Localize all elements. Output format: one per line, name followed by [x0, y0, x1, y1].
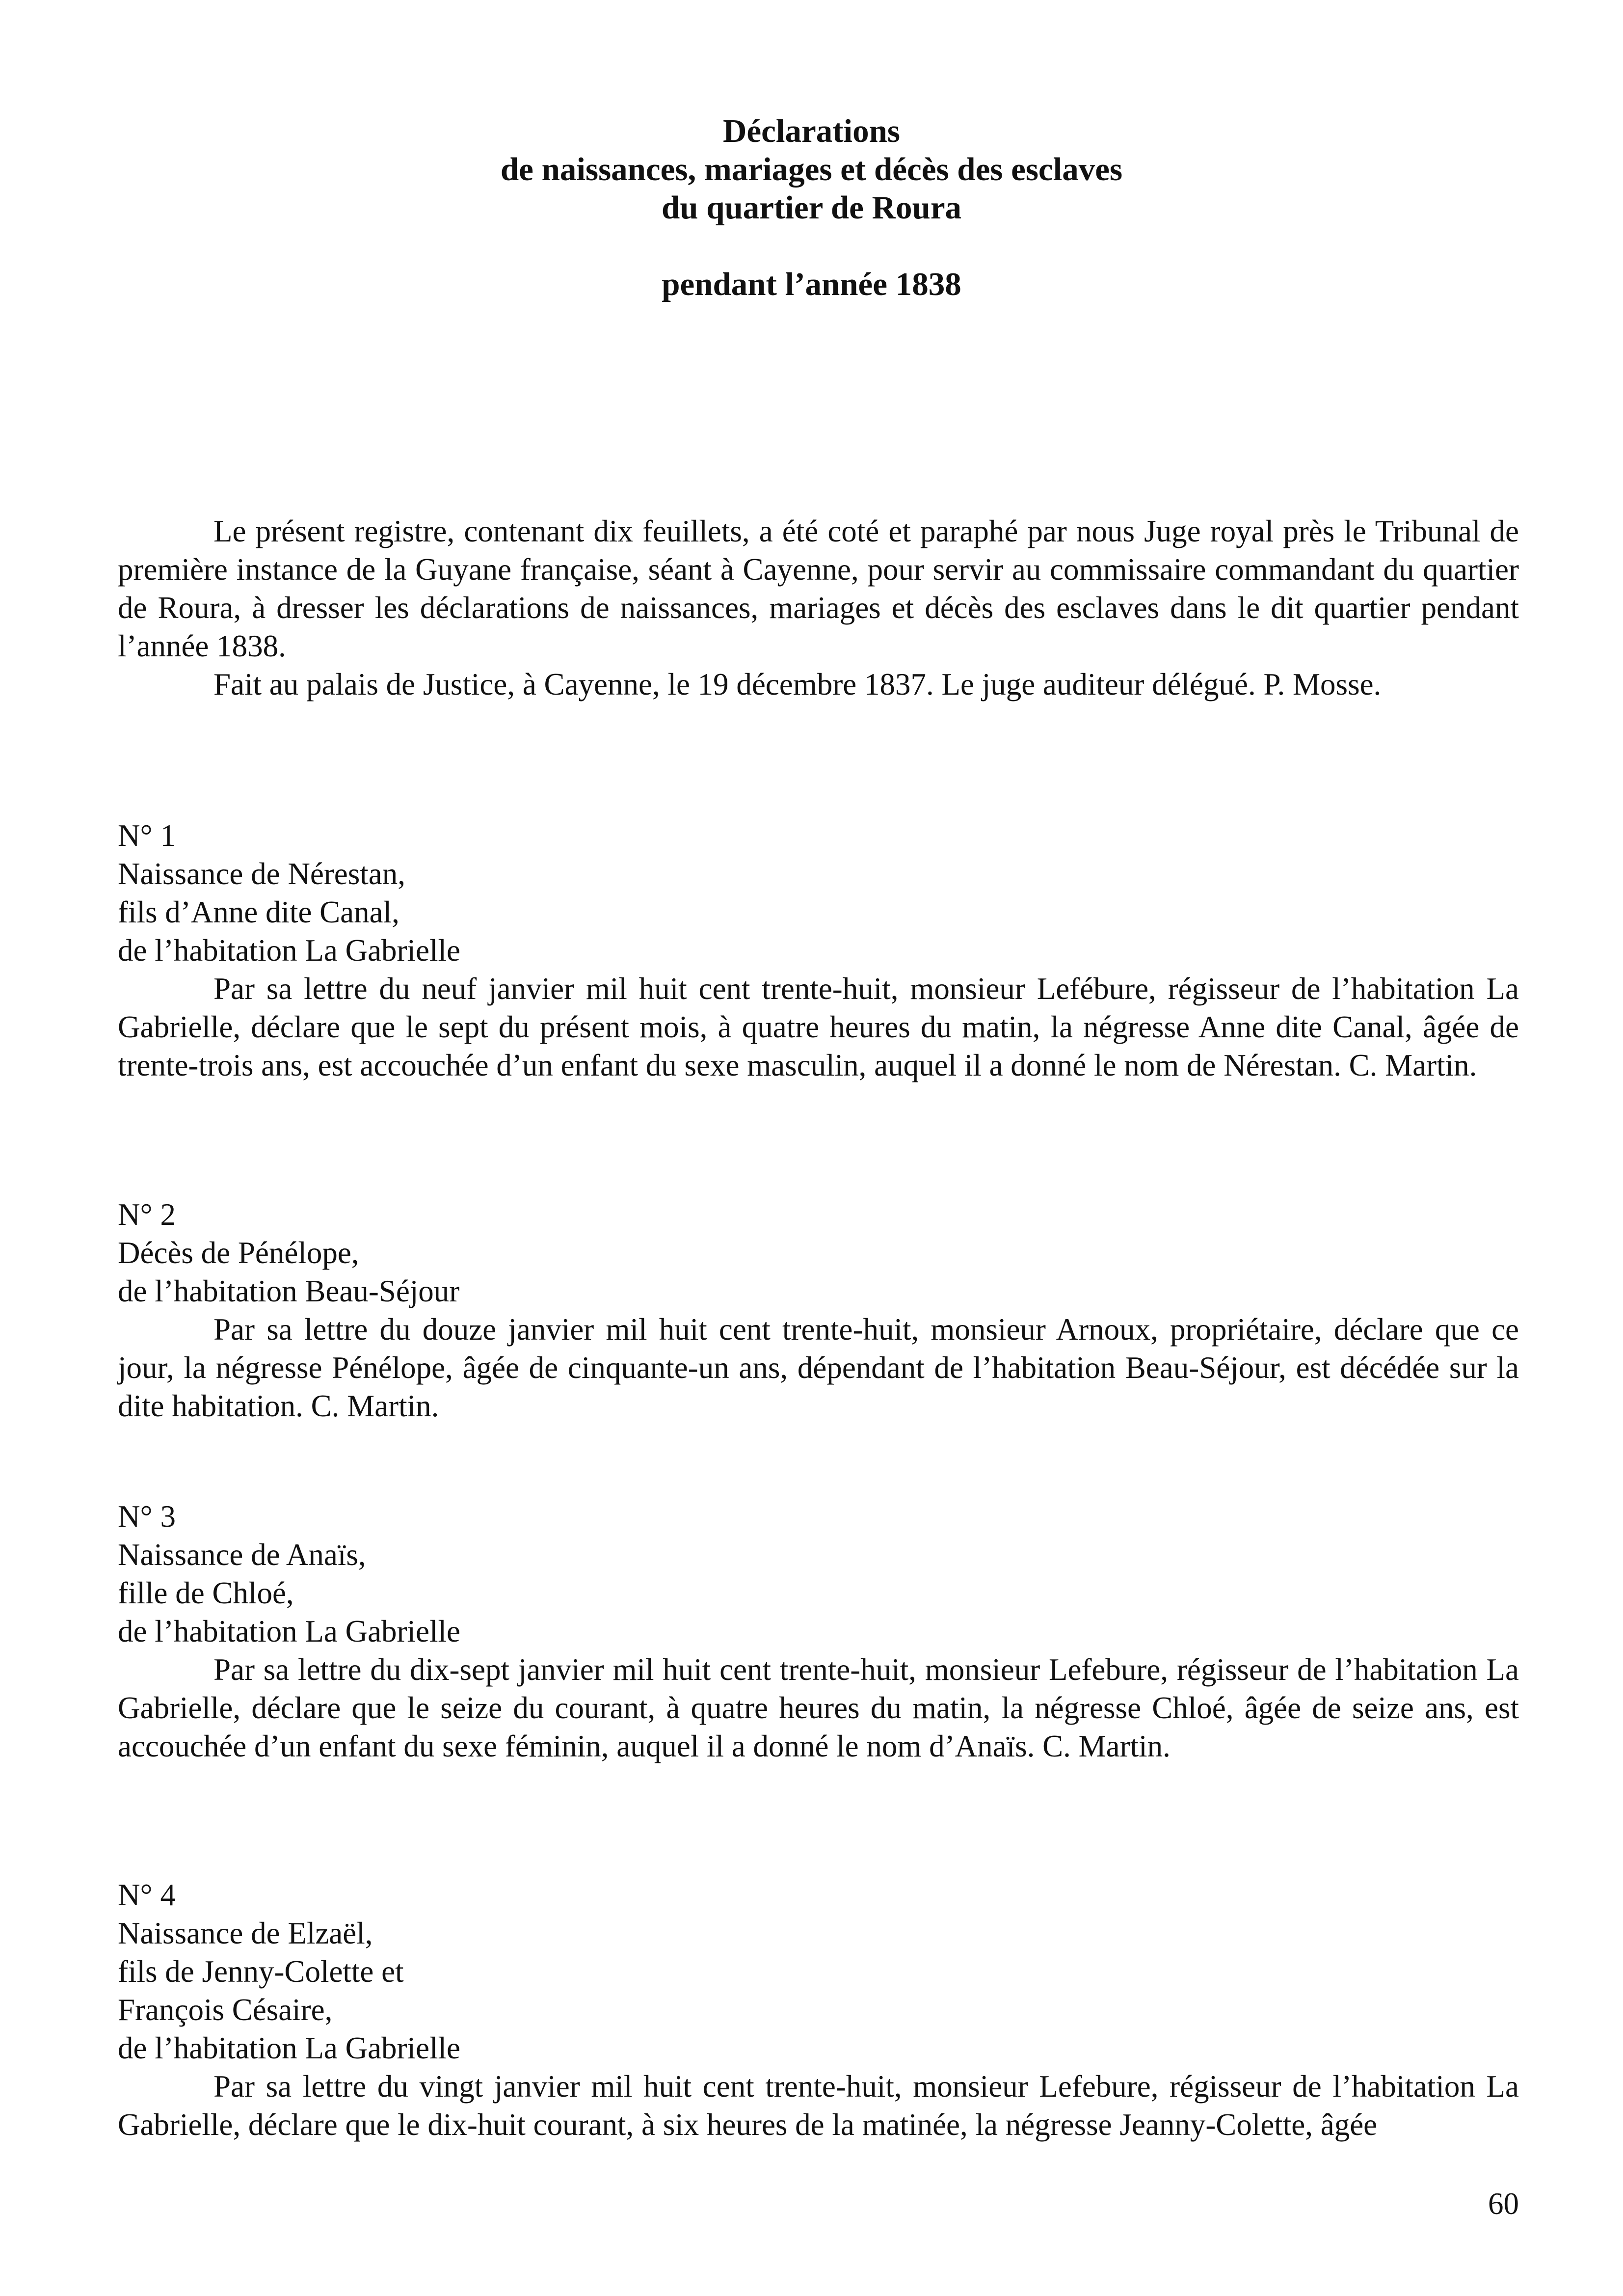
document-title: [0, 112, 1623, 303]
entry-heading-line: fils de Jenny-Colette et: [118, 1954, 404, 1989]
entry-heading-line: fille de Chloé,: [118, 1576, 294, 1610]
entry-2: [118, 1195, 1519, 1425]
intro-section: [118, 512, 1519, 703]
title-line-1: Déclarations: [723, 113, 900, 149]
title-line-3: du quartier de Roura: [661, 189, 962, 226]
entry-heading-line: Naissance de Elzaël,: [118, 1916, 373, 1950]
entry-number: N° 4: [118, 1878, 176, 1912]
entry-heading-line: de l’habitation La Gabrielle: [118, 1614, 460, 1648]
title-subtitle: pendant l’année 1838: [662, 266, 961, 302]
entry-heading-line: François Césaire,: [118, 1993, 333, 2027]
intro-attestation: Fait au palais de Justice, à Cayenne, le 19 décembre 1837. Le juge auditeur délégué. P. Mosse.: [213, 667, 1382, 702]
entry-heading-line: de l’habitation Beau-Séjour: [118, 1274, 460, 1308]
page-number: 60: [1488, 2187, 1519, 2221]
entry-number: N° 1: [118, 818, 176, 853]
entry-1: [118, 816, 1519, 1084]
entry-body: Par sa lettre du vingt janvier mil huit cent trente-huit, monsieur Lefebure, régisseur de l’habitation La Gabrielle, déclare que le dix-huit courant, à six heures de la matinée, la négresse Jeanny-Colette, âgée: [118, 2069, 1519, 2142]
entry-body: Par sa lettre du neuf janvier mil huit cent trente-huit, monsieur Lefébure, régisseur de l’habitation La Gabrielle, déclare que le sept du présent mois, à quatre heures du matin, la négresse Anne dite Canal, âgée de trente-trois ans, est accouchée d’un enfant du sexe masculin, auquel il a donné le nom de Nérestan. C. Martin.: [118, 972, 1519, 1082]
entry-number: N° 2: [118, 1197, 176, 1232]
entry-body: Par sa lettre du douze janvier mil huit cent trente-huit, monsieur Arnoux, propriétaire, déclare que ce jour, la négresse Pénélope, âgée de cinquante-un ans, dépendant de l’habitation Beau-Séjour, est décédée sur la dite habitation. C. Martin.: [118, 1312, 1519, 1423]
entry-heading-line: Naissance de Nérestan,: [118, 857, 405, 891]
entry-body: Par sa lettre du dix-sept janvier mil huit cent trente-huit, monsieur Lefebure, régisseur de l’habitation La Gabrielle, déclare que le seize du courant, à quatre heures du matin, la négresse Chloé, âgée de seize ans, est accouchée d’un enfant du sexe féminin, auquel il a donné le nom d’Anaïs. C. Martin.: [118, 1652, 1519, 1763]
entry-heading-line: de l’habitation La Gabrielle: [118, 2031, 460, 2065]
entry-3: [118, 1497, 1519, 1765]
entry-4: [118, 1876, 1519, 2144]
entry-number: N° 3: [118, 1499, 176, 1534]
entry-heading-line: de l’habitation La Gabrielle: [118, 933, 460, 968]
entry-heading-line: Décès de Pénélope,: [118, 1236, 359, 1270]
intro-paragraph: Le présent registre, contenant dix feuillets, a été coté et paraphé par nous Juge royal près le Tribunal de première instance de la Guyane française, séant à Cayenne, pour servir au commissaire commandant du quartier de Roura, à dresser les déclarations de naissances, mariages et décès des esclaves dans le dit quartier pendant l’année 1838.: [118, 514, 1519, 663]
title-line-2: de naissances, mariages et décès des esclaves: [500, 151, 1123, 188]
entry-heading-line: fils d’Anne dite Canal,: [118, 895, 399, 929]
entry-heading-line: Naissance de Anaïs,: [118, 1538, 366, 1572]
